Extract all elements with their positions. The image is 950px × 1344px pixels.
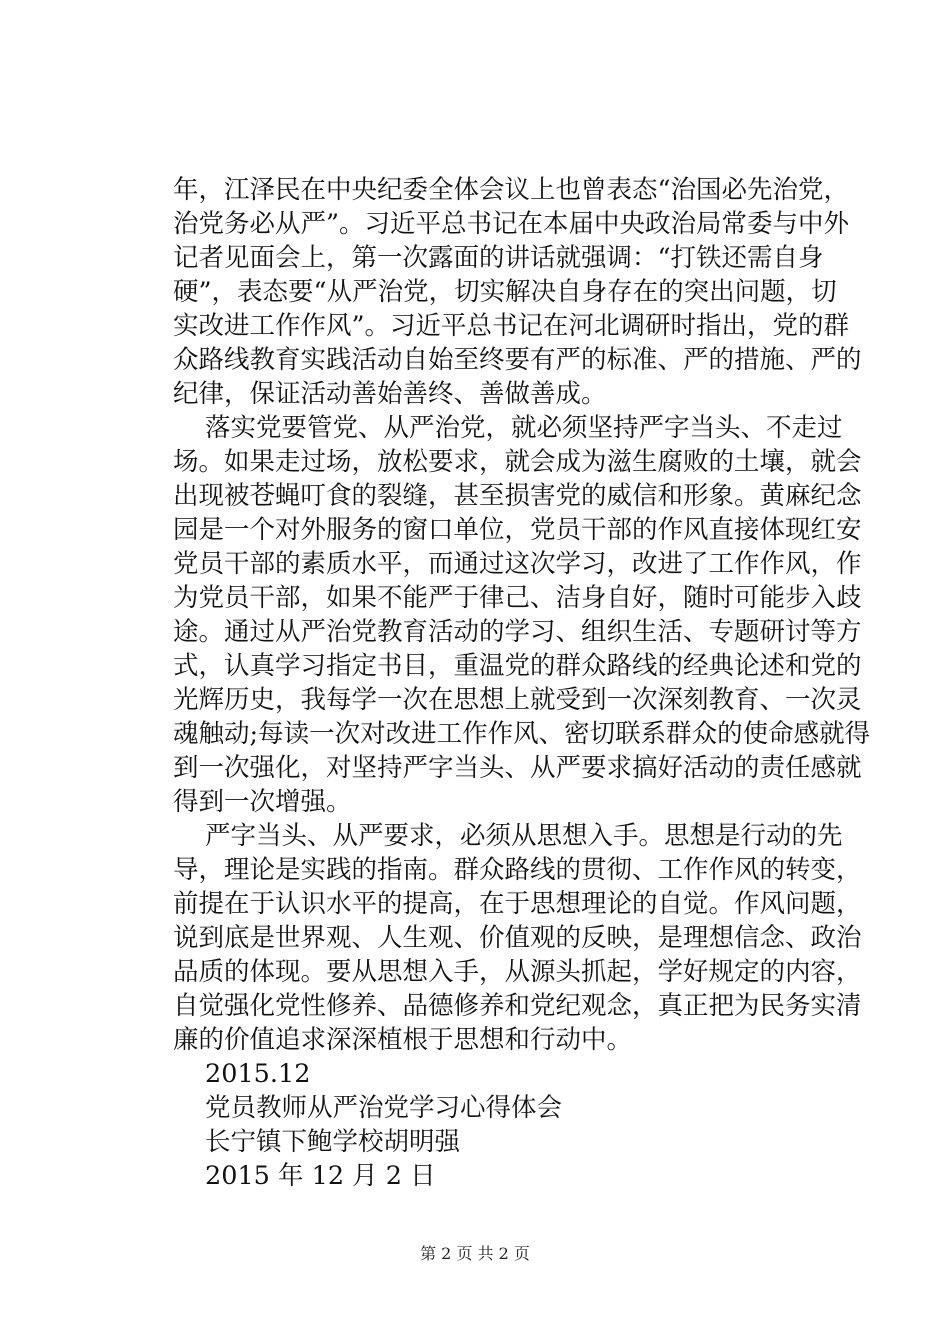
text-line: 说到底是世界观、人生观、价值观的反映，是理想信念、政治: [173, 923, 862, 953]
text-line: 到一次强化，对坚持严字当头、从严要求搞好活动的责任感就: [173, 753, 862, 783]
text-line: 纪律，保证活动善始善终、善做善成。: [173, 379, 607, 409]
text-line: 前提在于认识水平的提高，在于思想理论的自觉。作风问题，: [173, 889, 862, 919]
text-line: 记者见面会上，第一次露面的讲话就强调：“打铁还需自身: [173, 243, 824, 273]
text-line: 光辉历史，我每学一次在思想上就受到一次深刻教育、一次灵: [173, 685, 862, 715]
text-line: 为党员干部，如果不能严于律己、洁身自好，随时可能步入歧: [173, 583, 862, 613]
text-line: 实改进工作作风”。习近平总书记在河北调研时指出，党的群: [173, 311, 850, 341]
text-line: 自觉强化党性修养、品德修养和党纪观念，真正把为民务实清: [173, 991, 862, 1021]
closing-title: 党员教师从严治党学习心得体会: [205, 1093, 563, 1123]
text-line: 场。如果走过场，放松要求，就会成为滋生腐败的土壤，就会: [173, 447, 862, 477]
signature-date: 2015 年 12 月 2 日: [205, 1161, 436, 1191]
paragraph-start-line: 落实党要管党、从严治党，就必须坚持严字当头、不走过: [205, 413, 843, 443]
text-line: 式，认真学习指定书目，重温党的群众路线的经典论述和党的: [173, 651, 862, 681]
closing-date: 2015.12: [205, 1059, 311, 1089]
paragraph-start-line: 严字当头、从严要求，必须从思想入手。思想是行动的先: [205, 821, 843, 851]
text-line: 园是一个对外服务的窗口单位，党员干部的作风直接体现红安: [173, 515, 862, 545]
text-line: 廉的价值追求深深植根于思想和行动中。: [173, 1025, 633, 1055]
text-line: 硬”，表态要“从严治党，切实解决自身存在的突出问题，切: [173, 277, 837, 307]
text-line: 品质的体现。要从思想入手，从源头抓起，学好规定的内容，: [173, 957, 862, 987]
text-line: 出现被苍蝇叮食的裂缝，甚至损害党的威信和形象。黄麻纪念: [173, 481, 862, 511]
text-line: 众路线教育实践活动自始至终要有严的标准、严的措施、严的: [173, 345, 862, 375]
text-line: 党员干部的素质水平，而通过这次学习，改进了工作作风，作: [173, 549, 862, 579]
text-line: 治党务必从严”。习近平总书记在本届中央政治局常委与中外: [173, 209, 850, 239]
text-line: 途。通过从严治党教育活动的学习、组织生活、专题研讨等方: [173, 617, 862, 647]
page-footer: 第 2 页 共 2 页: [420, 1244, 530, 1263]
author-line: 长宁镇下鲍学校胡明强: [205, 1127, 461, 1157]
text-line: 魂触动;每读一次对改进工作作风、密切联系群众的使命感就得: [173, 719, 871, 749]
text-line: 导，理论是实践的指南。群众路线的贯彻、工作作风的转变，: [173, 855, 862, 885]
text-line: 年，江泽民在中央纪委全体会议上也曾表态“治国必先治党，: [173, 175, 850, 205]
text-line: 得到一次增强。: [173, 787, 352, 817]
